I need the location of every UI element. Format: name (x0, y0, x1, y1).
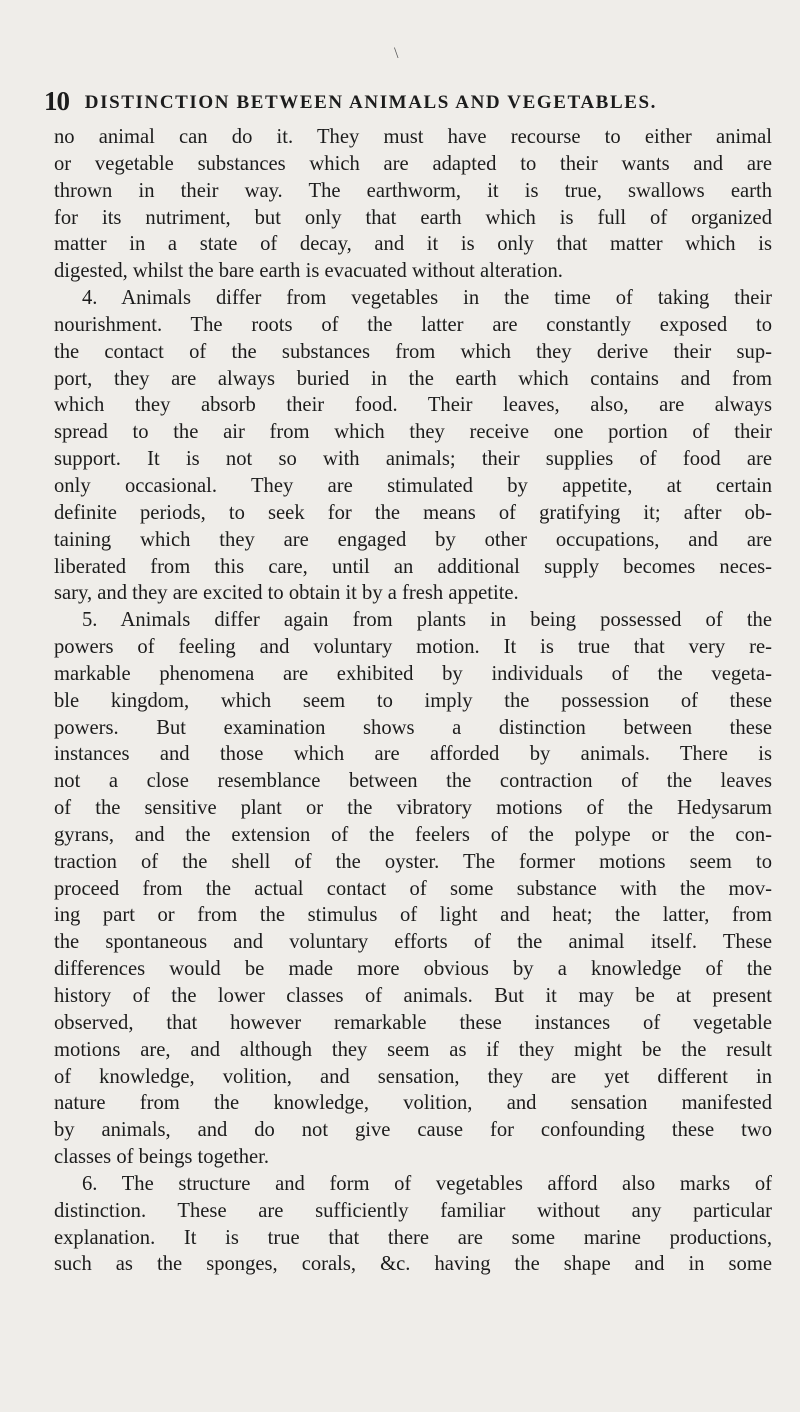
text-line: powers. But examination shows a distinction between these (54, 716, 772, 739)
text-line: by animals, and do not give cause for confounding these two (54, 1119, 772, 1142)
text-line: definite periods, to seek for the means of gratifying it; after ob- (54, 501, 772, 524)
page-number: 10 (44, 86, 69, 116)
text-line: the spontaneous and voluntary efforts of the animal itself. These (54, 931, 772, 954)
text-line: only occasional. They are stimulated by appetite, at certain (54, 474, 772, 497)
text-line: gyrans, and the extension of the feelers of the polype or the con- (54, 823, 772, 846)
text-line: no animal can do it. They must have recourse to either animal (54, 126, 772, 148)
text-line: 5. Animals differ again from plants in being possessed of the (82, 609, 772, 632)
text-line: not a close resemblance between the contraction of the leaves (54, 770, 772, 793)
text-line: differences would be made more obvious by a knowledge of the (54, 958, 772, 981)
text-line: of the sensitive plant or the vibratory motions of the Hedysarum (54, 797, 772, 820)
text-line: of knowledge, volition, and sensation, they are yet different in (54, 1065, 772, 1088)
text-line: such as the sponges, corals, &c. having the shape and in some (54, 1253, 772, 1276)
text-line: instances and those which are afforded by animals. There is (54, 743, 772, 766)
text-line: nature from the knowledge, volition, and sensation manifested (54, 1092, 772, 1115)
running-title: DISTINCTION BETWEEN ANIMALS AND VEGETABLES. (84, 92, 658, 113)
text-line: sary, and they are excited to obtain it by a fresh appetite. (54, 582, 519, 605)
text-line: 6. The structure and form of vegetables afford also marks of (82, 1172, 772, 1195)
text-line: spread to the air from which they receive one portion of their (54, 421, 772, 444)
text-line: matter in a state of decay, and it is only that matter which is (54, 233, 772, 256)
text-line: distinction. These are sufficiently familiar without any particular (54, 1199, 772, 1222)
text-line: 4. Animals differ from vegetables in the time of taking their (82, 287, 772, 310)
text-line: ble kingdom, which seem to imply the possession of these (54, 689, 772, 712)
text-line: which they absorb their food. Their leaves, also, are always (54, 394, 772, 417)
text-line: classes of beings together. (54, 1146, 270, 1169)
body-text (54, 124, 772, 1278)
text-line: traction of the shell of the oyster. The former motions seem to (54, 850, 772, 873)
text-line: support. It is not so with animals; their supplies of food are (54, 448, 772, 471)
text-line: nourishment. The roots of the latter are constantly exposed to (54, 313, 772, 336)
text-line: powers of feeling and voluntary motion. It is true that very re- (54, 636, 772, 659)
text-line: proceed from the actual contact of some substance with the mov- (54, 877, 772, 900)
text-line: port, they are always buried in the earth which contains and from (54, 367, 772, 390)
text-line: motions are, and although they seem as if they might be the result (54, 1038, 772, 1061)
text-line: liberated from this care, until an additional supply becomes neces- (54, 555, 772, 578)
text-line: explanation. It is true that there are some marine productions, (54, 1226, 772, 1249)
text-line: taining which they are engaged by other occupations, and are (54, 528, 772, 551)
margin-mark: \ (394, 45, 399, 62)
text-line: ing part or from the stimulus of light and heat; the latter, from (54, 904, 772, 927)
text-line: observed, that however remarkable these instances of vegetable (54, 1011, 772, 1034)
text-line: history of the lower classes of animals. But it may be at present (54, 985, 772, 1007)
text-line: markable phenomena are exhibited by individuals of the vegeta- (54, 662, 772, 685)
running-header (44, 88, 784, 115)
text-line: thrown in their way. The earthworm, it is true, swallows earth (54, 179, 772, 202)
text-line: for its nutriment, but only that earth which is full of organized (54, 206, 772, 229)
text-line: or vegetable substances which are adapted to their wants and are (54, 152, 772, 175)
text-line: digested, whilst the bare earth is evacuated without alteration. (54, 260, 563, 283)
text-line: the contact of the substances from which they derive their sup- (54, 340, 772, 363)
